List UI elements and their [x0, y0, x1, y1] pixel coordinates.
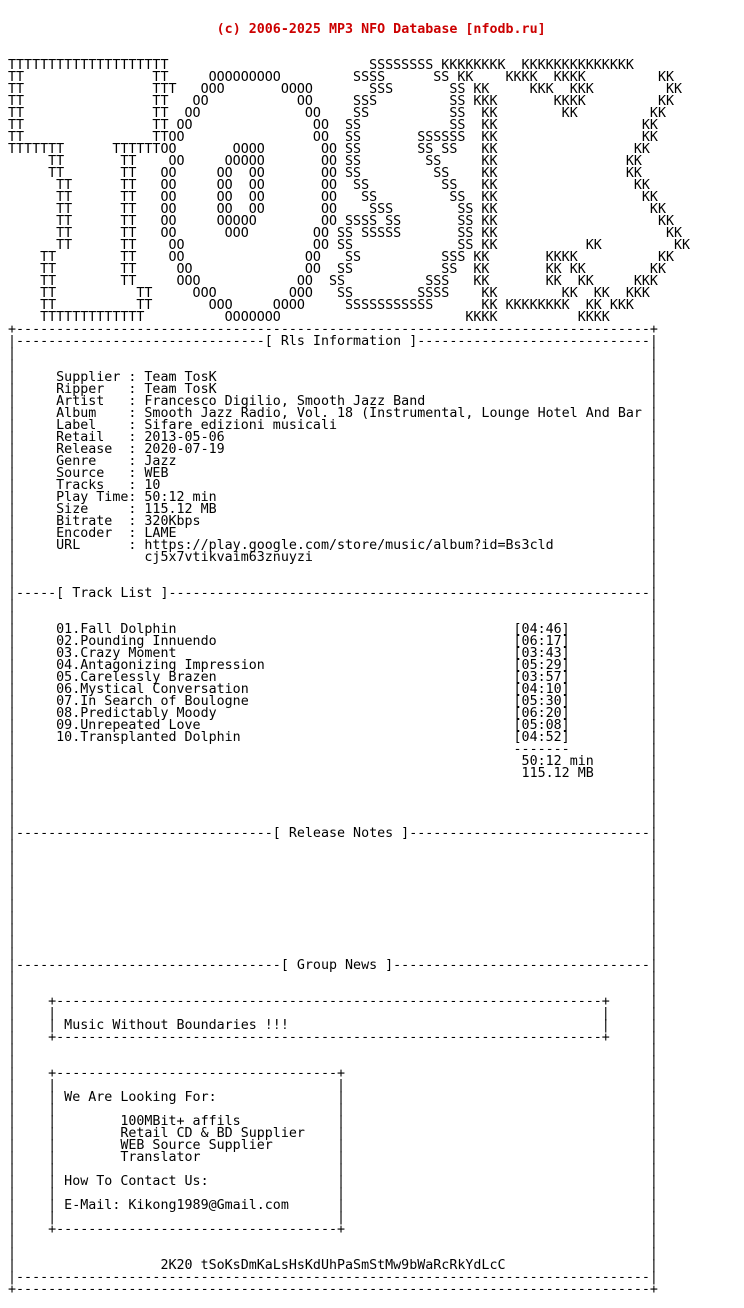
nfo-line: | 10.Transplanted Dolphin [04:52] |	[8, 730, 658, 745]
nfo-line: TT TT OOO OOO SS SSSS KK KK KK KKK	[8, 286, 650, 301]
nfo-line: TT TT OOO OO SS SSS KK KK KK KKK	[8, 274, 658, 289]
copyright-notice: (c) 2006-2025 MP3 NFO Database [nfodb.ru]	[216, 22, 546, 37]
nfo-line: TT TT OO OOO OO SS SSSSS SS KK KK	[8, 226, 683, 241]
nfo-line: | 06.Mystical Conversation [04:10] |	[8, 682, 658, 697]
nfo-line: | |	[8, 910, 658, 925]
nfo-line: | 04.Antagonizing Impression [05:29] |	[8, 658, 658, 673]
nfo-line: | 115.12 MB |	[8, 766, 658, 781]
nfo-line: | 09.Unrepeated Love [05:08] |	[8, 718, 658, 733]
nfo-line: | |	[8, 358, 658, 373]
nfo-line: TT TTT OOO OOOO SSS SS KK KKK KKK KK	[8, 82, 683, 97]
nfo-line: | | Retail CD & BD Supplier | |	[8, 1126, 658, 1141]
nfo-line: | 03.Crazy Moment [03:43] |	[8, 646, 658, 661]
nfo-line: | Source : WEB |	[8, 466, 658, 481]
nfo-line: | | How To Contact Us: | |	[8, 1174, 658, 1189]
nfo-line: | |	[8, 1054, 658, 1069]
nfo-line: | |	[8, 1042, 658, 1057]
nfo-line: TT TT OO OO SS SS KK KK	[8, 118, 658, 133]
nfo-line: | Encoder : LAME |	[8, 526, 658, 541]
nfo-line: | Size : 115.12 MB |	[8, 502, 658, 517]
nfo-line: TTTTTTTTTTTTTTTTTTTT SSSSSSSS KKKKKKKK KKKKKKKKKKKKKK	[8, 58, 634, 73]
nfo-line: | | WEB Source Supplier | |	[8, 1138, 658, 1153]
nfo-line: | | | |	[8, 1162, 658, 1177]
nfo-line: | |	[8, 898, 658, 913]
nfo-line: | |	[8, 922, 658, 937]
nfo-line: TT TT OOO OOOO SSSSSSSSSSS KK KKKKKKKK KK KKK	[8, 298, 634, 313]
nfo-line: | | | |	[8, 1078, 658, 1093]
nfo-line: | Ripper : Team TosK |	[8, 382, 658, 397]
nfo-line: |--------------------------------[ Release Notes ]------------------------------|	[8, 826, 658, 841]
nfo-line: TT TT OO OO OO OO SS SS KK KK	[8, 178, 650, 193]
nfo-line: | 05.Carelessly Brazen [03:57] |	[8, 670, 658, 685]
nfo-line: TT TT OO OO SSS SS KKK KKKK KK	[8, 94, 675, 109]
copyright-line	[8, 24, 690, 36]
nfo-line: TT TT OO OO SS SS KK KK KK KK	[8, 262, 666, 277]
nfo-line: TT TT OO OO SS SSS KK KKKK KK	[8, 250, 675, 265]
nfo-line: | +--------------------------------------------------------------------+ |	[8, 994, 658, 1009]
nfo-line: | Album : Smooth Jazz Radio, Vol. 18 (Instrumental, Lounge Hotel And Bar |	[8, 406, 658, 421]
nfo-line: | |	[8, 598, 658, 613]
nfo-document	[8, 0, 690, 1308]
nfo-line: TT TTOO OO SS SSSSSS KK KK	[8, 130, 658, 145]
nfo-line: | URL : https://play.google.com/store/music/album?id=Bs3cld |	[8, 538, 658, 553]
nfo-line: +-------------------------------------------------------------------------------+	[8, 322, 658, 337]
nfo-line: | 08.Predictably Moody [06:20] |	[8, 706, 658, 721]
nfo-line: | |	[8, 838, 658, 853]
nfo-line: | Supplier : Team TosK |	[8, 370, 658, 385]
nfo-line: |-------------------------------------------------------------------------------|	[8, 1270, 658, 1285]
nfo-line: | | | |	[8, 1186, 658, 1201]
nfo-line: | |	[8, 850, 658, 865]
nfo-line: | Label : Sifare edizioni musicali |	[8, 418, 658, 433]
nfo-line: | |	[8, 790, 658, 805]
nfo-line: | | 100MBit+ affils | |	[8, 1114, 658, 1129]
nfo-line: | Play Time: 50:12 min |	[8, 490, 658, 505]
nfo-line: |---------------------------------[ Group News ]--------------------------------|	[8, 958, 658, 973]
nfo-line: | |	[8, 574, 658, 589]
nfo-line: | | We Are Looking For: | |	[8, 1090, 658, 1105]
nfo-line: | |	[8, 934, 658, 949]
nfo-line: TT TT OO OO OO OO SS SS KK KK	[8, 166, 642, 181]
nfo-line: | |	[8, 946, 658, 961]
nfo-line: | |	[8, 346, 658, 361]
nfo-line: | Retail : 2013-05-06 |	[8, 430, 658, 445]
nfo-line: | +-----------------------------------+ |	[8, 1066, 658, 1081]
nfo-line: TT TT OO OOOOO OO SS SS KK KK	[8, 154, 642, 169]
nfo-line: | |	[8, 1246, 658, 1261]
nfo-line: | |	[8, 610, 658, 625]
nfo-line: | +-----------------------------------+ |	[8, 1222, 658, 1237]
nfo-line: | |	[8, 814, 658, 829]
nfo-line: | 02.Pounding Innuendo [06:17] |	[8, 634, 658, 649]
nfo-line: | |	[8, 802, 658, 817]
nfo-line: TT TT OO OO OO OO SS SS KK KK	[8, 190, 658, 205]
nfo-line: | | | |	[8, 1210, 658, 1225]
nfo-line: | |	[8, 886, 658, 901]
nfo-line: TTTTTTTTTTTTT OOOOOOO KKKK KKKK	[8, 310, 610, 325]
nfo-line: | |	[8, 562, 658, 577]
nfo-line: | |	[8, 778, 658, 793]
nfo-line: TT TT OO OOOOO OO SSSS SS SS KK KK	[8, 214, 675, 229]
nfo-line: | Bitrate : 320Kbps |	[8, 514, 658, 529]
nfo-line: | Artist : Francesco Digilio, Smooth Jazz Band |	[8, 394, 658, 409]
nfo-line: | Tracks : 10 |	[8, 478, 658, 493]
nfo-line: |-----[ Track List ]------------------------------------------------------------|	[8, 586, 658, 601]
nfo-line: | | Music Without Boundaries !!! | |	[8, 1018, 658, 1033]
nfo-line: | Release : 2020-07-19 |	[8, 442, 658, 457]
nfo-line: +-------------------------------------------------------------------------------+	[8, 1282, 658, 1297]
nfo-line: | 50:12 min |	[8, 754, 658, 769]
nfo-line: | cj5x7vtikvaim63znuyzi |	[8, 550, 658, 565]
nfo-body	[8, 60, 690, 1296]
nfo-line: | 01.Fall Dolphin [04:46] |	[8, 622, 658, 637]
nfo-line: |-------------------------------[ Rls Information ]-----------------------------|	[8, 334, 658, 349]
nfo-line: | | | |	[8, 1102, 658, 1117]
nfo-line: | | | |	[8, 1006, 658, 1021]
nfo-line: | |	[8, 874, 658, 889]
nfo-line: | 07.In Search of Boulogne [05:30] |	[8, 694, 658, 709]
nfo-line: | | E-Mail: Kikong1989@Gmail.com | |	[8, 1198, 658, 1213]
nfo-line: | 2K20 tSoKsDmKaLsHsKdUhPaSmStMw9bWaRcRkYdLcC |	[8, 1258, 658, 1273]
nfo-line: TTTTTTT TTTTTTOO OOOO OO SS SS SS KK KK	[8, 142, 650, 157]
nfo-line: | | Translator | |	[8, 1150, 658, 1165]
nfo-line: TT TT OO OO SS SS KK KK KK	[8, 238, 691, 253]
nfo-line: TT TT OO OO OO OO SSS SS KK KK	[8, 202, 666, 217]
nfo-line: | |	[8, 862, 658, 877]
nfo-line: | +--------------------------------------------------------------------+ |	[8, 1030, 658, 1045]
nfo-line: | |	[8, 1234, 658, 1249]
nfo-line: | Genre : Jazz |	[8, 454, 658, 469]
nfo-line: | |	[8, 982, 658, 997]
nfo-line: | ------- |	[8, 742, 658, 757]
nfo-line: TT TT OO OO SS SS KK KK KK	[8, 106, 666, 121]
nfo-line: | |	[8, 970, 658, 985]
nfo-line: TT TT OOOOOOOOO SSSS SS KK KKKK KKKK KK	[8, 70, 675, 85]
